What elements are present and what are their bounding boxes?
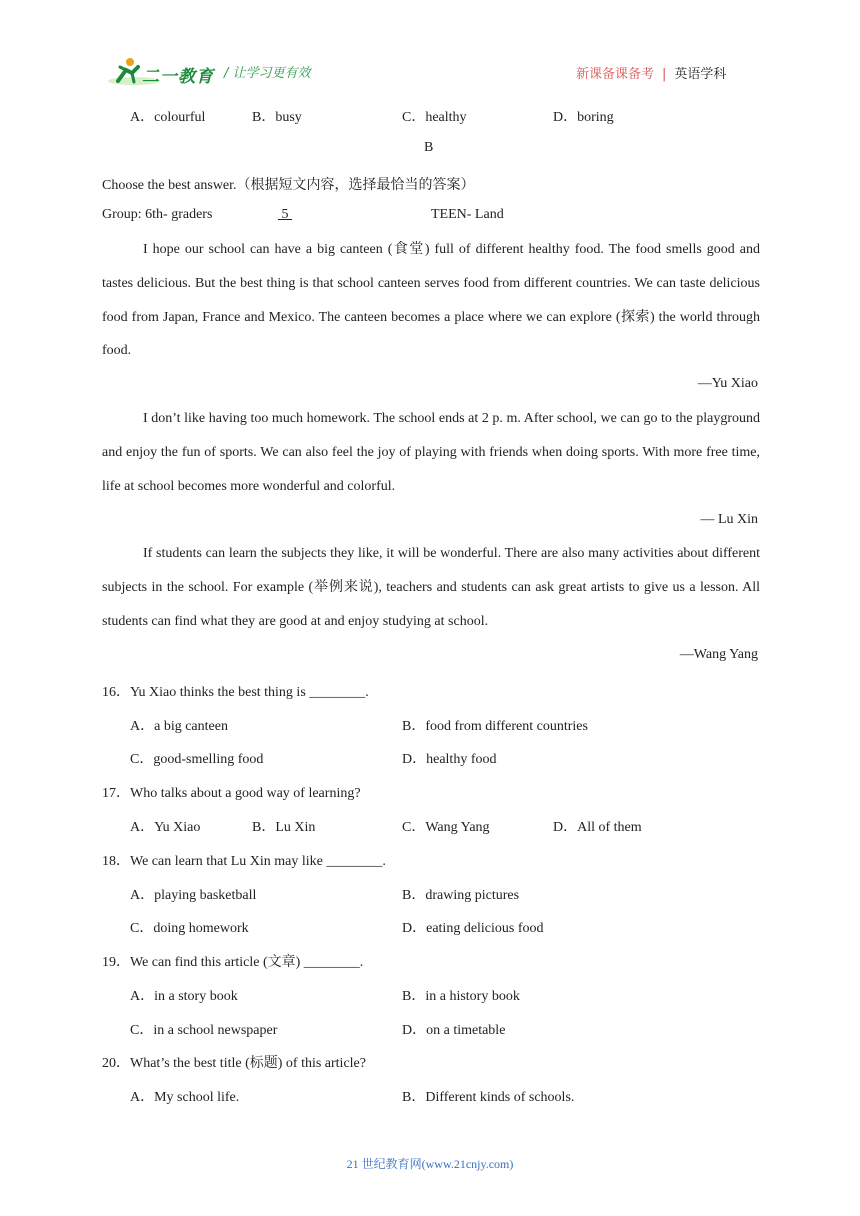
- question-19: 19．We can find this article (文章) ________.: [102, 955, 364, 970]
- q19-option-b: B．in a history book: [402, 989, 520, 1004]
- question-18: 18．We can learn that Lu Xin may like ________.: [102, 854, 386, 869]
- prev-option-c: C．healthy: [402, 110, 467, 125]
- author-yu-xiao: —Yu Xiao: [697, 376, 758, 391]
- q19-option-d: D．on a timetable: [402, 1023, 506, 1038]
- section-label: B: [424, 140, 434, 155]
- paragraph-line: With more free time, life at school becomes more wonderful and colorful.: [102, 444, 761, 494]
- q18-option-d: D．eating delicious food: [402, 921, 544, 936]
- paragraph-line: us a lesson. All students can find what they are good at and enjoy studying at school.: [102, 579, 761, 629]
- paragraph-line: different subjects in the school. For example (举例来说), teachers and students can ask great artists to give: [102, 546, 761, 595]
- paragraph-line: I hope our school can have a big canteen (食堂) full of different healthy food. The food smells good: [143, 242, 735, 257]
- q16-option-c: C．good-smelling food: [130, 752, 264, 767]
- prev-option-d: D．boring: [553, 110, 614, 125]
- q20-option-b: B．Different kinds of schools.: [402, 1090, 575, 1105]
- q19-option-a: A．in a story book: [130, 989, 238, 1004]
- q16-option-b: B．food from different countries: [402, 719, 588, 734]
- q18-option-b: B．drawing pictures: [402, 888, 520, 903]
- page-header: [0, 0, 860, 95]
- paragraph-lu-xin: [102, 402, 760, 503]
- header-separator: |: [662, 67, 667, 82]
- paragraph-line: (探索) the world through food.: [102, 309, 760, 359]
- prev-option-b: B．busy: [252, 110, 302, 125]
- paragraph-line: taste delicious food from Japan, France and Mexico. The canteen becomes a place where we can explore: [102, 275, 760, 325]
- header-course-label: 新课备课备考: [576, 67, 655, 82]
- q17-option-c: C．Wang Yang: [402, 820, 490, 835]
- group-number: 5: [278, 207, 292, 222]
- paragraph-line: and tastes delicious. But the best thing is that school canteen serves food from different countries. We can: [102, 242, 760, 291]
- q20-option-a: A．My school life.: [130, 1090, 240, 1105]
- instruction: Choose the best answer.（根据短文内容，选择最恰当的答案）: [102, 178, 475, 193]
- paragraph-line: If students can learn the subjects they like, it will be wonderful. There are also many activities about: [143, 546, 709, 561]
- paragraph-wang-yang: [102, 537, 760, 638]
- q17-option-b: B．Lu Xin: [252, 820, 316, 835]
- author-wang-yang: —Wang Yang: [679, 647, 758, 662]
- passage-title: TEEN- Land: [431, 207, 504, 222]
- q17-option-a: A．Yu Xiao: [130, 820, 201, 835]
- paragraph-yu-xiao: [102, 233, 760, 368]
- logo-text: 二一教育: [142, 67, 214, 87]
- question-16: 16．Yu Xiao thinks the best thing is ________.: [102, 685, 369, 700]
- paragraph-line: I don’t like having too much homework. The school ends at 2 p. m. After school, we can go to the: [143, 411, 693, 426]
- q19-option-c: C．in a school newspaper: [130, 1023, 278, 1038]
- page-footer: 21 世纪教育网(www.21cnjy.com): [346, 1157, 514, 1171]
- q16-option-d: D．healthy food: [402, 752, 497, 767]
- q16-option-a: A．a big canteen: [130, 719, 228, 734]
- author-lu-xin: — Lu Xin: [700, 512, 758, 527]
- question-20: 20．What’s the best title (标题) of this article?: [102, 1056, 366, 1071]
- header-subject: [576, 63, 726, 82]
- group-label: Group: 6th- graders: [102, 207, 213, 222]
- slogan: / 让学习更有效: [224, 66, 311, 81]
- header-subject-label: 英语学科: [674, 67, 727, 82]
- q18-option-a: A．playing basketball: [130, 888, 257, 903]
- prev-option-a: A．colourful: [130, 110, 206, 125]
- question-17: 17．Who talks about a good way of learning?: [102, 786, 361, 801]
- paragraph-line: playground and enjoy the fun of sports. We can also feel the joy of playing with friends when doing sports.: [102, 411, 761, 460]
- q17-option-d: D．All of them: [553, 820, 642, 835]
- q18-option-c: C．doing homework: [130, 921, 249, 936]
